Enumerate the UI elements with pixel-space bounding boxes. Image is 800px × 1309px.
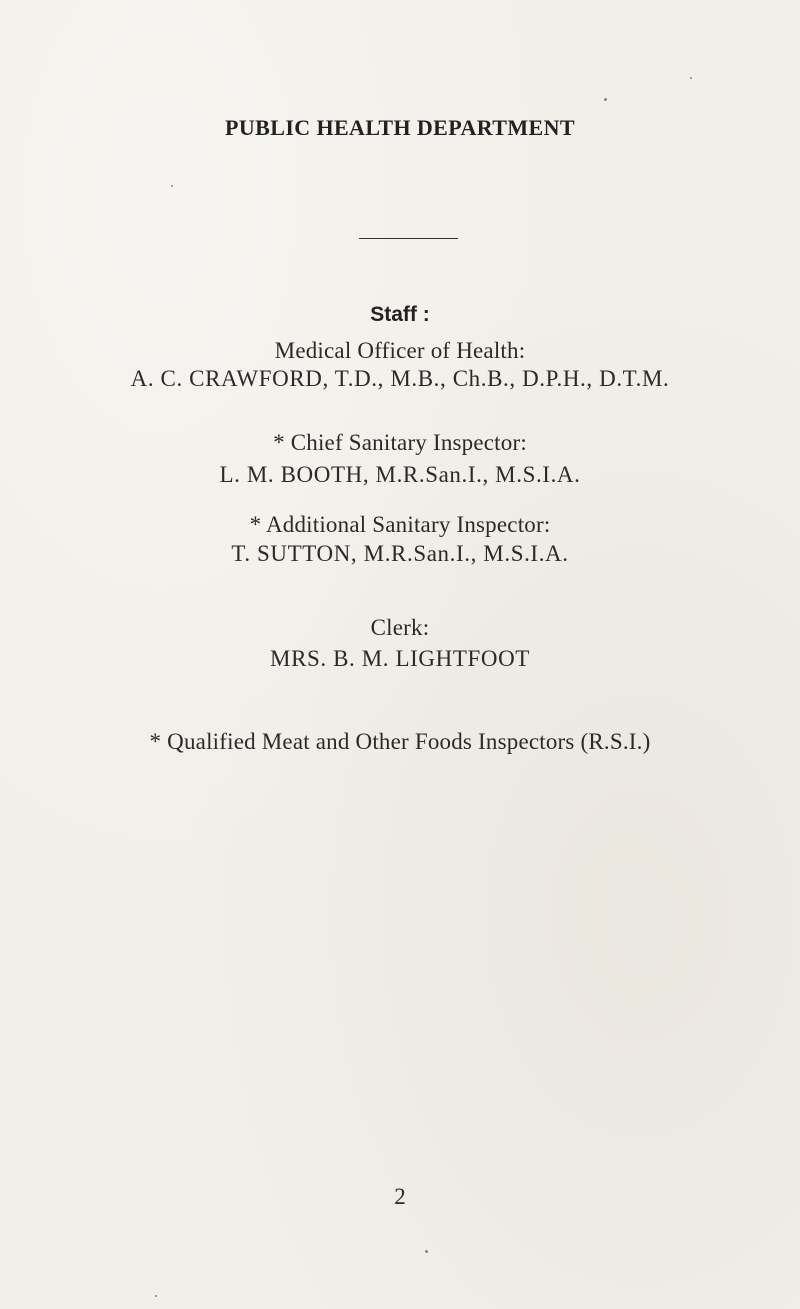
- clerk-name: MRS. B. M. LIGHTFOOT: [270, 646, 530, 671]
- paper-speck: [690, 77, 692, 79]
- clerk-role: Clerk:: [370, 615, 430, 640]
- paper-speck: [171, 185, 173, 187]
- additional-inspector-name: T. SUTTON, M.R.San.I., M.S.I.A.: [231, 541, 569, 566]
- staff-heading: Staff :: [370, 303, 430, 326]
- page-number: 2: [394, 1184, 406, 1209]
- additional-inspector-role: * Additional Sanitary Inspector:: [249, 512, 551, 537]
- paper-speck: [604, 98, 607, 101]
- heading-divider: [359, 238, 458, 239]
- medical-officer-role: Medical Officer of Health:: [274, 338, 526, 363]
- paper-speck: [155, 1295, 157, 1297]
- medical-officer-name: A. C. CRAWFORD, T.D., M.B., Ch.B., D.P.H., D.T.M.: [130, 366, 670, 391]
- chief-inspector-name: L. M. BOOTH, M.R.San.I., M.S.I.A.: [219, 462, 581, 487]
- inspector-footnote: * Qualified Meat and Other Foods Inspectors (R.S.I.): [149, 729, 651, 754]
- paper-speck: [425, 1250, 428, 1253]
- chief-inspector-role: * Chief Sanitary Inspector:: [273, 430, 527, 455]
- department-title: PUBLIC HEALTH DEPARTMENT: [225, 115, 575, 140]
